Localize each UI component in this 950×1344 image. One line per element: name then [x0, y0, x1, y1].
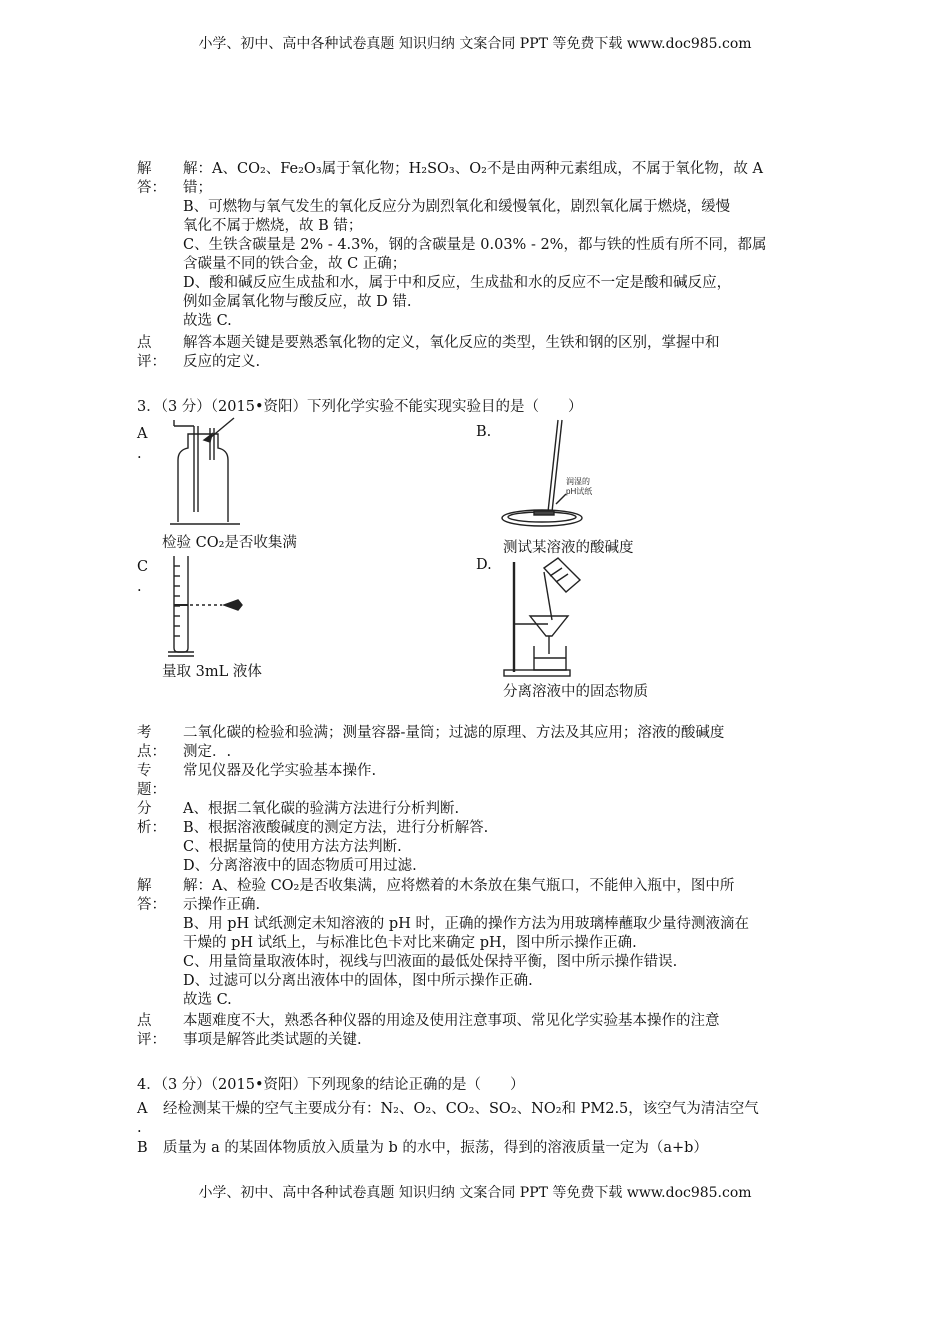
page-footer: 小学、初中、高中各种试卷真题 知识归纳 文案合同 PPT 等免费下载 www.doc985.com [198, 1185, 752, 1201]
graduated-cylinder-figure [160, 556, 250, 658]
q2-answer-label: 解 答： [137, 161, 166, 196]
q3-answer-label: 解 答： [137, 878, 166, 913]
filtration-figure [500, 550, 610, 678]
q3-option-b-letter: B. [476, 424, 492, 440]
q3-option-d-caption: 分离溶液中的固态物质 [503, 684, 648, 700]
q2-answer-text: 解：A、CO₂、Fe₂O₃属于氧化物；H₂SO₃、O₂不是由两种元素组成，不属于氧化物，故 A 错； B、可燃物与氧气发生的氧化反应分为剧烈氧化和缓慢氧化，剧烈氧化属于燃烧，缓慢 氧化不属于燃烧，故 B 错； C、生铁含碳量是 2% - 4.3%，钢的含碳量是 0.03% - 2%，都与铁的性质有所不同，都属 含碳量不同的铁合金，故 C 正确； D、酸和碱反应生成盐和水，属于中和反应，生成盐和水的反应不一定是酸和碱反应， 例如金属氧化物与酸反应，故 D 错. 故选 C. [183, 161, 767, 329]
q3-zhuanti-text: 常见仪器及化学实验基本操作. [183, 763, 377, 779]
q4-option-b-text: 质量为 a 的某固体物质放入质量为 b 的水中，振荡，得到的溶液质量一定为（a+b） [163, 1140, 708, 1156]
q4-option-b-letter: B [137, 1140, 148, 1156]
q3-option-b-caption: 测试某溶液的酸碱度 [503, 540, 634, 556]
ph-paper-label-2: pH试纸 [566, 487, 593, 496]
q2-comment-text: 解答本题关键是要熟悉氧化物的定义，氧化反应的类型，生铁和钢的区别，掌握中和 反应的定义. [183, 335, 720, 370]
gas-bottle-figure [160, 420, 240, 530]
q3-option-c-letter: C . [137, 559, 149, 595]
ph-test-figure [500, 420, 610, 532]
q3-fenxi-text: A、根据二氧化碳的验满方法进行分析判断. B、根据溶液酸碱度的测定方法，进行分析解答. C、根据量筒的使用方法方法判断. D、分离溶液中的固态物质可用过滤. [183, 801, 489, 874]
q3-kaodian-label: 考 点： [137, 725, 166, 760]
ph-paper-label-1: 润湿的 [566, 477, 590, 486]
q3-answer-text: 解：A、检验 CO₂是否收集满，应将燃着的木条放在集气瓶口，不能伸入瓶中，图中所 示操作正确. B、用 pH 试纸测定未知溶液的 pH 时，正确的操作方法为用玻璃棒蘸取少量待测液滴在 干燥的 pH 试纸上，与标准比色卡对比来确定 pH，图中所示操作正确. C、用量筒量取液体时，视线与凹液面的最低处保持平衡，图中所示操作错误. D、过滤可以分离出液体中的固体，图中所示操作正确. 故选 C. [183, 878, 749, 1008]
q4-option-a-letter: A . [137, 1101, 148, 1136]
q3-option-d-letter: D. [476, 557, 492, 573]
page-header: 小学、初中、高中各种试卷真题 知识归纳 文案合同 PPT 等免费下载 www.doc985.com [198, 36, 752, 52]
q2-comment-label: 点 评： [137, 335, 166, 370]
q3-comment-text: 本题难度不大，熟悉各种仪器的用途及使用注意事项、常见化学实验基本操作的注意 事项是解答此类试题的关键. [183, 1013, 720, 1048]
q3-zhuanti-label: 专 题： [137, 763, 166, 798]
q4-option-a-text: 经检测某干燥的空气主要成分有：N₂、O₂、CO₂、SO₂、NO₂和 PM2.5，该空气为清洁空气 [163, 1101, 759, 1117]
q3-comment-label: 点 评： [137, 1013, 166, 1048]
q3-option-c-caption: 量取 3mL 液体 [162, 664, 262, 680]
q3-option-a-letter: A . [137, 426, 148, 462]
q3-option-a-caption: 检验 CO₂是否收集满 [162, 535, 297, 551]
q4-stem: 4．（3 分）（2015•资阳）下列现象的结论正确的是（ ） [137, 1077, 525, 1093]
q3-kaodian-text: 二氧化碳的检验和验满；测量容器-量筒；过滤的原理、方法及其应用；溶液的酸碱度 测定．. [183, 725, 725, 760]
q3-stem: 3．（3 分）（2015•资阳）下列化学实验不能实现实验目的是（ ） [137, 399, 583, 415]
q3-fenxi-label: 分 析： [137, 801, 166, 836]
